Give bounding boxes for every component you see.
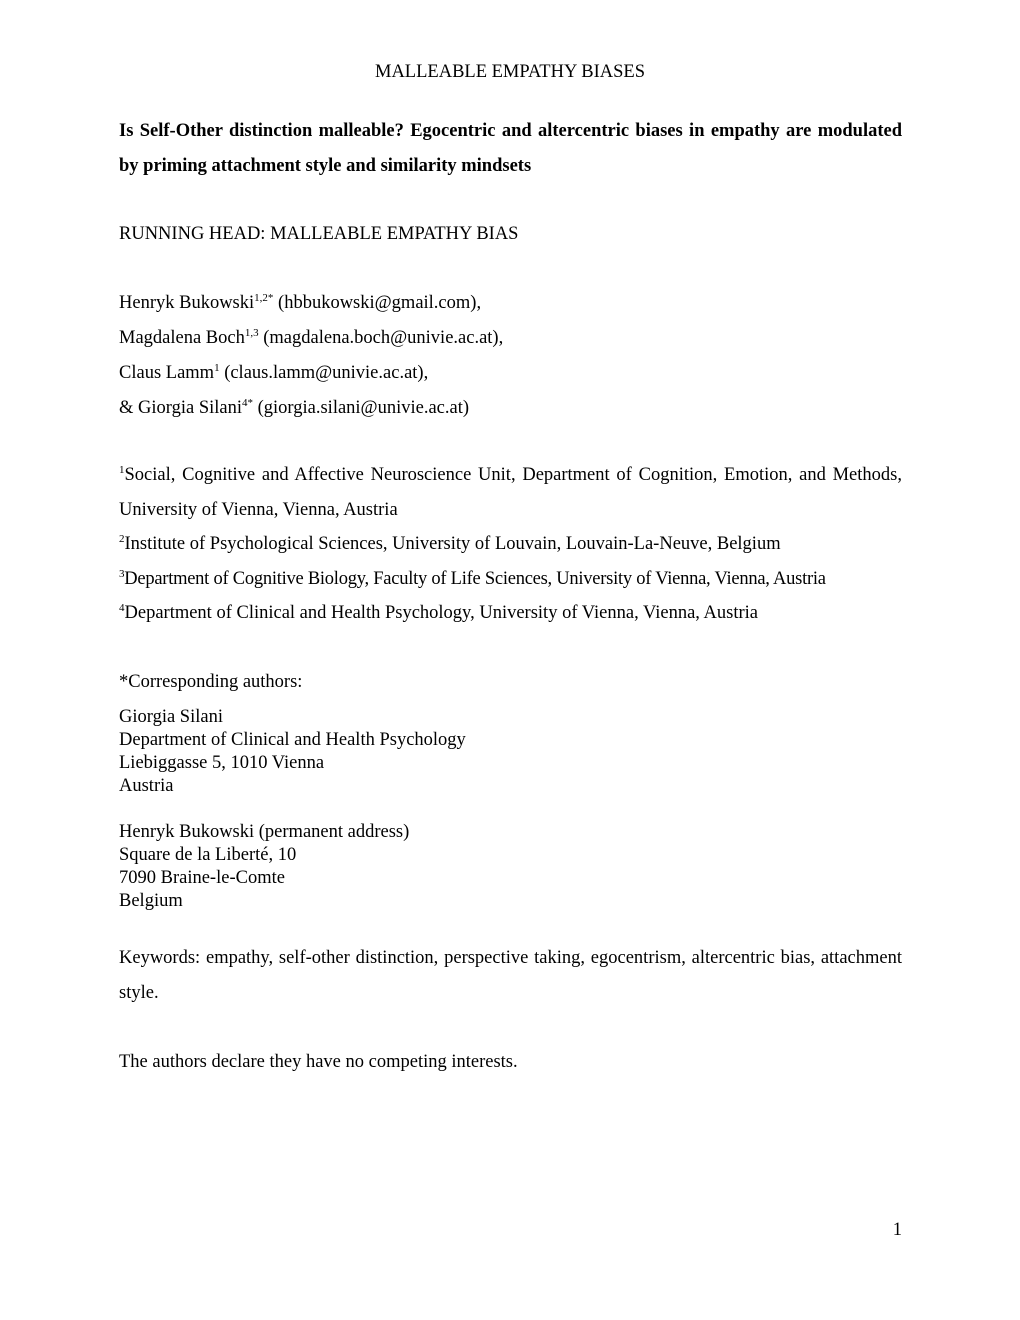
author-line [119, 321, 902, 356]
author-name: Claus Lamm [119, 363, 215, 383]
author-name: & Giorgia Silani [119, 398, 242, 418]
author-list [119, 286, 902, 426]
address-line: Liebiggasse 5, 1010 Vienna [119, 753, 325, 773]
author-email: (hbbukowski@gmail.com), [278, 293, 482, 313]
affiliation-number: 1 [119, 464, 125, 476]
keywords: Keywords: empathy, self-other distinction, perspective taking, egocentrism, altercentric bias, attachment style. [119, 948, 902, 1003]
affiliation-number: 2 [119, 533, 125, 545]
affiliation-list [119, 458, 902, 631]
author-email: (claus.lamm@univie.ac.at), [224, 363, 429, 383]
author-name: Henryk Bukowski [119, 293, 255, 313]
address-line: 7090 Braine-le-Comte [119, 868, 285, 888]
author-email: (magdalena.boch@univie.ac.at), [263, 328, 504, 348]
author-line [119, 391, 902, 426]
corresponding-address-2 [119, 821, 902, 913]
affiliation-text: Department of Clinical and Health Psychology, University of Vienna, Vienna, Austria [124, 603, 758, 623]
affiliation-item [119, 458, 902, 527]
address-line: Henryk Bukowski (permanent address) [119, 822, 410, 842]
corresponding-heading: *Corresponding authors: [119, 672, 303, 692]
author-affiliation-marker: 1 [214, 362, 220, 374]
author-line [119, 356, 902, 391]
affiliation-number: 4 [119, 602, 125, 614]
author-affiliation-marker: 4* [242, 397, 253, 409]
address-line: Giorgia Silani [119, 707, 223, 727]
running-header: MALLEABLE EMPATHY BIASES [375, 62, 645, 82]
affiliation-item [119, 562, 902, 597]
address-line: Square de la Liberté, 10 [119, 845, 297, 865]
affiliation-item [119, 527, 902, 562]
author-line [119, 286, 902, 321]
author-email: (giorgia.silani@univie.ac.at) [257, 398, 470, 418]
address-line: Department of Clinical and Health Psychology [119, 730, 466, 750]
author-name: Magdalena Boch [119, 328, 245, 348]
competing-interests: The authors declare they have no competing interests. [119, 1052, 518, 1072]
affiliation-text: Institute of Psychological Sciences, University of Louvain, Louvain-La-Neuve, Belgium [124, 534, 781, 554]
address-line: Belgium [119, 891, 183, 911]
address-line: Austria [119, 776, 174, 796]
running-head: RUNNING HEAD: MALLEABLE EMPATHY BIAS [119, 224, 519, 244]
author-affiliation-marker: 1,2* [254, 292, 274, 304]
paper-title: Is Self-Other distinction malleable? Egocentric and altercentric biases in empathy are modulated by priming attachment style and similarity mindsets [119, 121, 902, 176]
corresponding-address-1 [119, 706, 902, 798]
page-number: 1 [892, 1220, 902, 1240]
affiliation-number: 3 [119, 567, 125, 580]
affiliation-text: Department of Cognitive Biology, Faculty of Life Sciences, University of Vienna, Vienna, Austria [124, 568, 826, 589]
author-affiliation-marker: 1,3 [244, 327, 259, 339]
affiliation-text: Social, Cognitive and Affective Neuroscience Unit, Department of Cognition, Emotion, and Methods, University of Vienna, Vienna, Austria [119, 465, 902, 520]
affiliation-item [119, 596, 902, 631]
